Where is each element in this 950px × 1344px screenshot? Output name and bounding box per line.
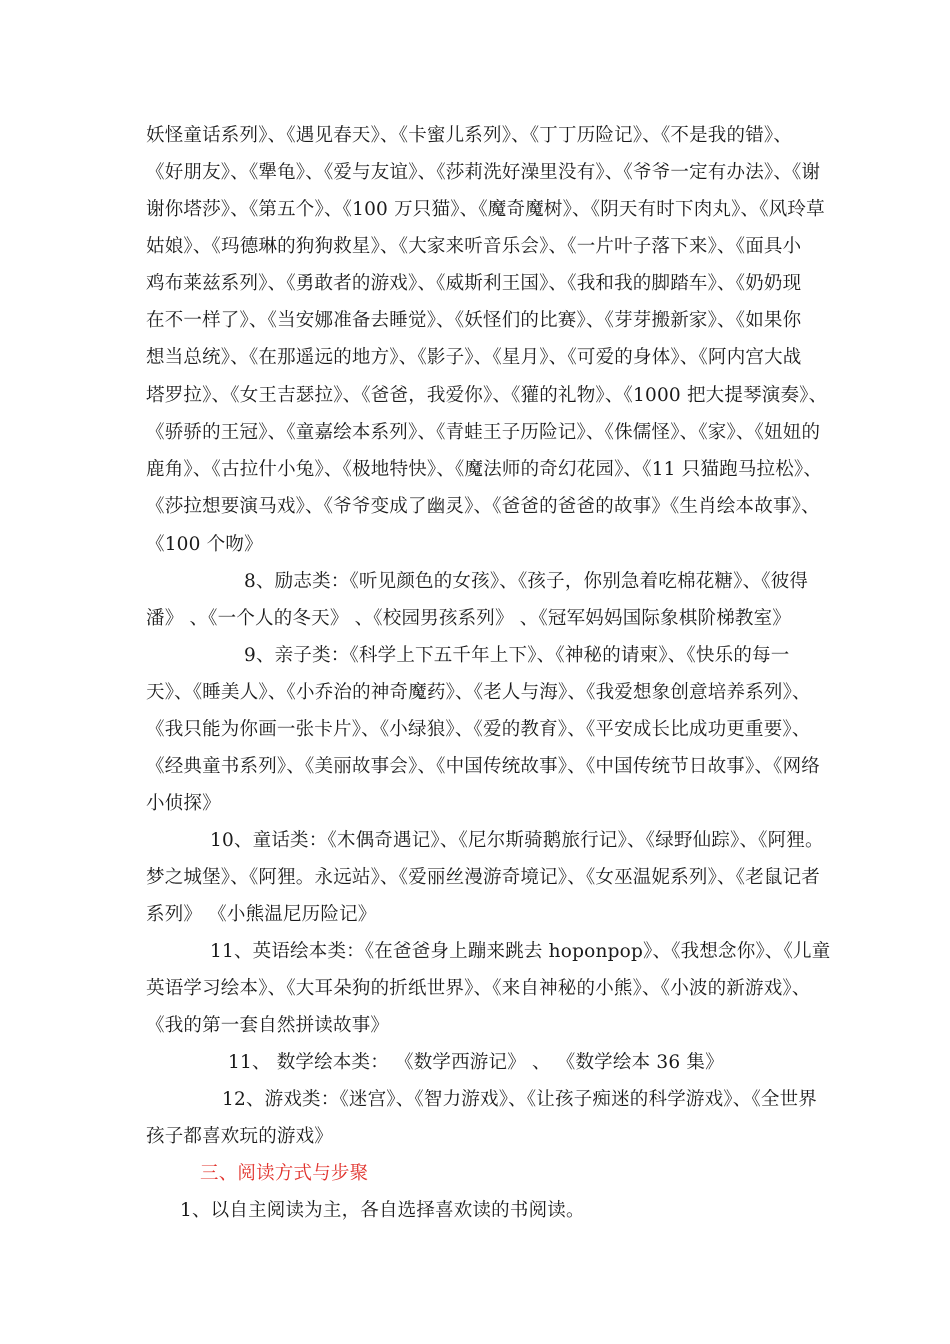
book-list-line: 天》、《睡美人》、《小乔治的神奇魔药》、《老人与海》、《我爱想象创意培养系列》、 <box>146 682 811 703</box>
book-list-line: 孩子都喜欢玩的游戏》 <box>146 1126 334 1147</box>
book-list-line: 姑娘》、《玛德琳的狗狗救星》、《大家来听音乐会》、《一片叶子落下来》、《面具小 <box>146 236 802 257</box>
book-list-line: 小侦探》 <box>146 793 221 814</box>
book-list-line: 《我的第一套自然拼读故事》 <box>146 1015 390 1036</box>
book-list-line: 在不一样了》、《当安娜准备去睡觉》、《妖怪们的比赛》、《芽芽搬新家》、《如果你 <box>146 310 802 331</box>
section-heading: 三、阅读方式与步聚 <box>200 1163 369 1184</box>
category-math-picture-books: 11、 数学绘本类： 《数学西游记》 、 《数学绘本 36 集》 <box>228 1052 724 1073</box>
book-list-line: 谢你塔莎》、《第五个》、《100 万只猫》、《魔奇魔树》、《阴天有时下肉丸》、《风玲草 <box>146 199 825 220</box>
book-list-line: 《我只能为你画一张卡片》、《小绿狼》、《爱的教育》、《平安成长比成功更重要》、 <box>146 719 811 740</box>
category-games: 12、游戏类：《迷宫》、《智力游戏》、《让孩子痴迷的科学游戏》、《全世界 <box>222 1089 817 1110</box>
book-list-line: 《莎拉想要演马戏》、《爷爷变成了幽灵》、《爸爸的爸爸的故事》《生肖绘本故事》、 <box>146 496 820 517</box>
book-list-line: 鸡布莱兹系列》、《勇敢者的游戏》、《威斯利王国》、《我和我的脚踏车》、《奶奶现 <box>146 273 802 294</box>
book-list-line: 《100 个吻》 <box>146 534 263 555</box>
book-list-line: 想当总统》、《在那遥远的地方》、《影子》、《星月》、《可爱的身体》、《阿内宫大战 <box>146 347 802 368</box>
book-list-line: 英语学习绘本》、《大耳朵狗的折纸世界》、《来自神秘的小熊》、《小波的新游戏》、 <box>146 978 811 999</box>
book-list-line: 《骄骄的王冠》、《童嘉绘本系列》、《青蛙王子历险记》、《侏儒怪》、《家》、《妞妞的 <box>146 422 821 443</box>
category-inspirational: 8、励志类：《听见颜色的女孩》、《孩子，你别急着吃棉花糖》、《彼得 <box>244 571 809 592</box>
category-english-picture-books: 11、英语绘本类：《在爸爸身上蹦来跳去 hoponpop》、《我想念你》、《儿童 <box>210 941 831 962</box>
book-list-line: 塔罗拉》、《女王吉瑟拉》、《爸爸，我爱你》、《獾的礼物》、《1000 把大提琴演奏》、 <box>146 385 828 406</box>
paragraph: 1、以自主阅读为主，各自选择喜欢读的书阅读。 <box>180 1200 585 1221</box>
book-list-line: 鹿角》、《古拉什小兔》、《极地特快》、《魔法师的奇幻花园》、《11 只猫跑马拉松》、 <box>146 459 823 480</box>
book-list-line: 潘》 、《一个人的冬天》 、《校园男孩系列》 、《冠军妈妈国际象棋阶梯教室》 <box>146 608 791 629</box>
category-parent-child: 9、亲子类：《科学上下五千年上下》、《神秘的请柬》、《快乐的每一 <box>244 645 790 666</box>
book-list-line: 系列》 《小熊温尼历险记》 <box>146 904 377 925</box>
book-list-line: 梦之城堡》、《阿狸。永远站》、《爱丽丝漫游奇境记》、《女巫温妮系列》、《老鼠记者 <box>146 867 821 888</box>
book-list-line: 妖怪童话系列》、《遇见春天》、《卡蜜儿系列》、《丁丁历险记》、《不是我的错》、 <box>146 125 793 146</box>
book-list-line: 《经典童书系列》、《美丽故事会》、《中国传统故事》、《中国传统节日故事》、《网络 <box>146 756 821 777</box>
book-list-line: 《好朋友》、《犟龟》、《爱与友谊》、《莎莉洗好澡里没有》、《爷爷一定有办法》、《谢 <box>146 162 821 183</box>
category-fairy-tale: 10、童话类：《木偶奇遇记》、《尼尔斯骑鹅旅行记》、《绿野仙踪》、《阿狸。 <box>210 830 824 851</box>
